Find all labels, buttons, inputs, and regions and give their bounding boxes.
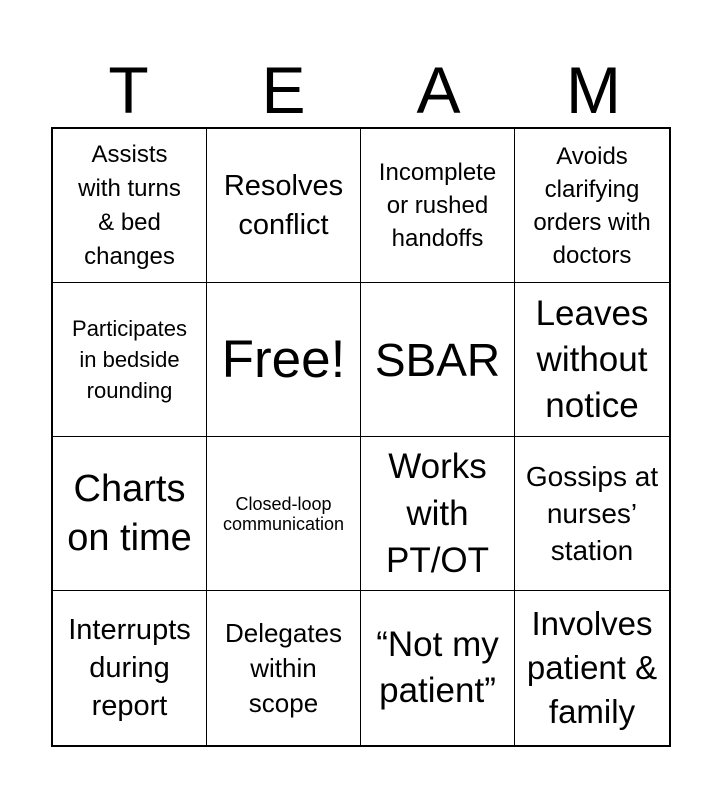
bingo-cell[interactable] [515,283,669,437]
bingo-cell[interactable] [207,129,361,283]
bingo-header [51,52,671,128]
cell-label: Resolves conflict [223,169,344,241]
bingo-cell[interactable] [515,437,669,591]
bingo-cell[interactable] [361,129,515,283]
cell-label: Closed-loop communication [222,493,345,534]
bingo-cell free-cell[interactable] [207,283,361,437]
free-space-label: Free! [221,329,346,389]
bingo-cell[interactable] [515,129,669,283]
cell-label: Incomplete or rushed handoffs [378,159,497,252]
cell-label: SBAR [374,333,501,386]
bingo-cell[interactable] [53,437,207,591]
bingo-cell[interactable] [53,591,207,745]
bingo-cell[interactable] [361,591,515,745]
bingo-cell[interactable] [207,437,361,591]
cell-label: Gossips at nurses’ station [525,461,659,566]
bingo-board [51,127,671,747]
cell-label: “Not my patient” [376,625,499,710]
cell-label: Participates in bedside rounding [72,316,187,403]
header-letter-e: E [261,53,306,127]
bingo-cell[interactable] [53,129,207,283]
cell-label: Delegates within scope [224,617,343,718]
header-letter-t: T [108,53,149,127]
cell-label: Assists with turns & bed changes [78,140,181,270]
header-letter-a: A [416,53,461,127]
cell-label: Works with PT/OT [385,447,490,580]
cell-label: Interrupts during report [68,614,191,722]
bingo-cell[interactable] [361,437,515,591]
bingo-cell[interactable] [515,591,669,745]
cell-label: Avoids clarifying orders with doctors [533,142,651,269]
bingo-cell[interactable] [361,283,515,437]
header-letter-m: M [566,53,621,127]
cell-label: Leaves without notice [535,293,649,425]
bingo-cell[interactable] [53,283,207,437]
cell-label: Involves patient & family [526,605,658,730]
cell-label: Charts on time [67,467,192,559]
bingo-cell[interactable] [207,591,361,745]
